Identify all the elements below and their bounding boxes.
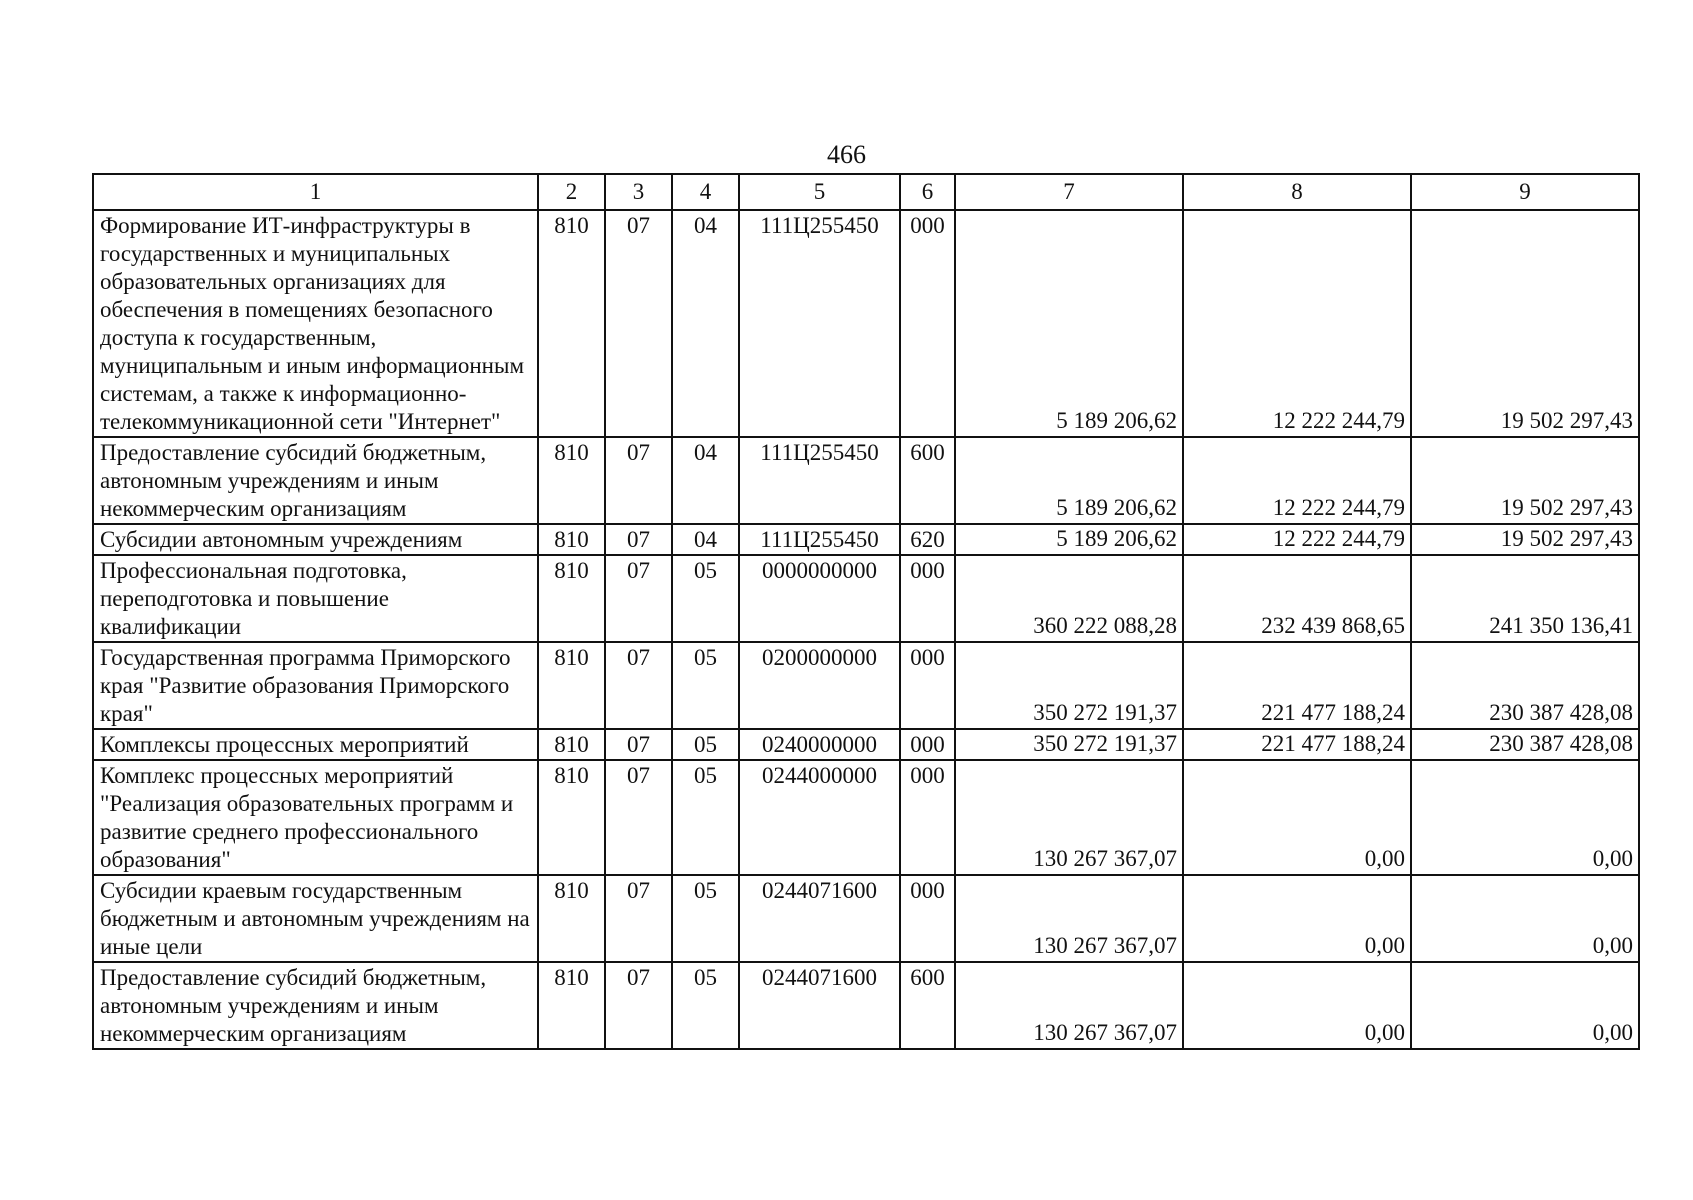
subsection-code: 04 [672, 437, 739, 524]
ministry-code: 810 [538, 437, 605, 524]
target-item-code: 111Ц255450 [739, 437, 900, 524]
subsection-code: 05 [672, 962, 739, 1049]
section-code: 07 [605, 642, 672, 729]
target-item-code: 111Ц255450 [739, 210, 900, 437]
column-header-9: 9 [1411, 174, 1639, 210]
subsection-code: 05 [672, 875, 739, 962]
amount-col-8: 12 222 244,79 [1183, 210, 1411, 437]
table-row [93, 760, 1639, 875]
ministry-code: 810 [538, 555, 605, 642]
expense-type-code: 000 [900, 760, 955, 875]
expense-type-code: 000 [900, 875, 955, 962]
budget-table [92, 173, 1640, 1050]
row-name: Комплекс процессных мероприятий "Реализация образовательных программ и развитие среднего профессионального образования" [93, 760, 538, 875]
expense-type-code: 600 [900, 437, 955, 524]
amount-col-7: 5 189 206,62 [955, 524, 1183, 555]
amount-col-7: 5 189 206,62 [955, 210, 1183, 437]
page-number: 466 [827, 140, 866, 169]
target-item-code: 0240000000 [739, 729, 900, 760]
ministry-code: 810 [538, 962, 605, 1049]
section-code: 07 [605, 729, 672, 760]
ministry-code: 810 [538, 524, 605, 555]
header-row [93, 174, 1639, 210]
column-header-7: 7 [955, 174, 1183, 210]
subsection-code: 05 [672, 555, 739, 642]
column-header-4: 4 [672, 174, 739, 210]
column-header-3: 3 [605, 174, 672, 210]
expense-type-code: 000 [900, 210, 955, 437]
table-row [93, 875, 1639, 962]
amount-col-9: 0,00 [1411, 760, 1639, 875]
amount-col-9: 230 387 428,08 [1411, 642, 1639, 729]
amount-col-9: 0,00 [1411, 875, 1639, 962]
subsection-code: 05 [672, 729, 739, 760]
amount-col-7: 350 272 191,37 [955, 729, 1183, 760]
expense-type-code: 000 [900, 555, 955, 642]
amount-col-8: 221 477 188,24 [1183, 729, 1411, 760]
amount-col-7: 350 272 191,37 [955, 642, 1183, 729]
amount-col-9: 0,00 [1411, 962, 1639, 1049]
expense-type-code: 000 [900, 729, 955, 760]
amount-col-7: 130 267 367,07 [955, 962, 1183, 1049]
column-header-2: 2 [538, 174, 605, 210]
amount-col-9: 241 350 136,41 [1411, 555, 1639, 642]
row-name: Субсидии автономным учреждениям [93, 524, 538, 555]
table-row [93, 555, 1639, 642]
target-item-code: 0200000000 [739, 642, 900, 729]
row-name: Комплексы процессных мероприятий [93, 729, 538, 760]
amount-col-7: 360 222 088,28 [955, 555, 1183, 642]
row-name: Предоставление субсидий бюджетным, автономным учреждениям и иным некоммерческим организациям [93, 962, 538, 1049]
amount-col-7: 130 267 367,07 [955, 875, 1183, 962]
amount-col-8: 232 439 868,65 [1183, 555, 1411, 642]
table-row [93, 524, 1639, 555]
row-name: Субсидии краевым государственным бюджетным и автономным учреждениям на иные цели [93, 875, 538, 962]
section-code: 07 [605, 875, 672, 962]
ministry-code: 810 [538, 875, 605, 962]
amount-col-8: 12 222 244,79 [1183, 524, 1411, 555]
amount-col-9: 19 502 297,43 [1411, 437, 1639, 524]
ministry-code: 810 [538, 760, 605, 875]
target-item-code: 0244071600 [739, 875, 900, 962]
ministry-code: 810 [538, 210, 605, 437]
row-name: Государственная программа Приморского края "Развитие образования Приморского края" [93, 642, 538, 729]
row-name: Профессиональная подготовка, переподготовка и повышение квалификации [93, 555, 538, 642]
expense-type-code: 620 [900, 524, 955, 555]
table-row [93, 642, 1639, 729]
subsection-code: 04 [672, 210, 739, 437]
section-code: 07 [605, 760, 672, 875]
target-item-code: 111Ц255450 [739, 524, 900, 555]
amount-col-9: 19 502 297,43 [1411, 524, 1639, 555]
section-code: 07 [605, 555, 672, 642]
amount-col-8: 12 222 244,79 [1183, 437, 1411, 524]
expense-type-code: 000 [900, 642, 955, 729]
amount-col-9: 19 502 297,43 [1411, 210, 1639, 437]
amount-col-8: 221 477 188,24 [1183, 642, 1411, 729]
column-header-6: 6 [900, 174, 955, 210]
target-item-code: 0244000000 [739, 760, 900, 875]
subsection-code: 05 [672, 760, 739, 875]
section-code: 07 [605, 962, 672, 1049]
table-row [93, 210, 1639, 437]
section-code: 07 [605, 210, 672, 437]
target-item-code: 0000000000 [739, 555, 900, 642]
subsection-code: 04 [672, 524, 739, 555]
column-header-8: 8 [1183, 174, 1411, 210]
amount-col-8: 0,00 [1183, 962, 1411, 1049]
amount-col-7: 5 189 206,62 [955, 437, 1183, 524]
amount-col-8: 0,00 [1183, 875, 1411, 962]
row-name: Формирование ИТ-инфраструктуры в государственных и муниципальных образовательных организациях для обеспечения в помещениях безопасного доступа к государственным, муниципальным и иным информационным системам, а также к информационно-телекоммуникационной сети "Интернет" [93, 210, 538, 437]
amount-col-7: 130 267 367,07 [955, 760, 1183, 875]
subsection-code: 05 [672, 642, 739, 729]
ministry-code: 810 [538, 642, 605, 729]
amount-col-9: 230 387 428,08 [1411, 729, 1639, 760]
section-code: 07 [605, 437, 672, 524]
column-header-5: 5 [739, 174, 900, 210]
target-item-code: 0244071600 [739, 962, 900, 1049]
ministry-code: 810 [538, 729, 605, 760]
expense-type-code: 600 [900, 962, 955, 1049]
section-code: 07 [605, 524, 672, 555]
table-row [93, 729, 1639, 760]
amount-col-8: 0,00 [1183, 760, 1411, 875]
table-row [93, 962, 1639, 1049]
column-header-1: 1 [93, 174, 538, 210]
row-name: Предоставление субсидий бюджетным, автономным учреждениям и иным некоммерческим организациям [93, 437, 538, 524]
table-row [93, 437, 1639, 524]
